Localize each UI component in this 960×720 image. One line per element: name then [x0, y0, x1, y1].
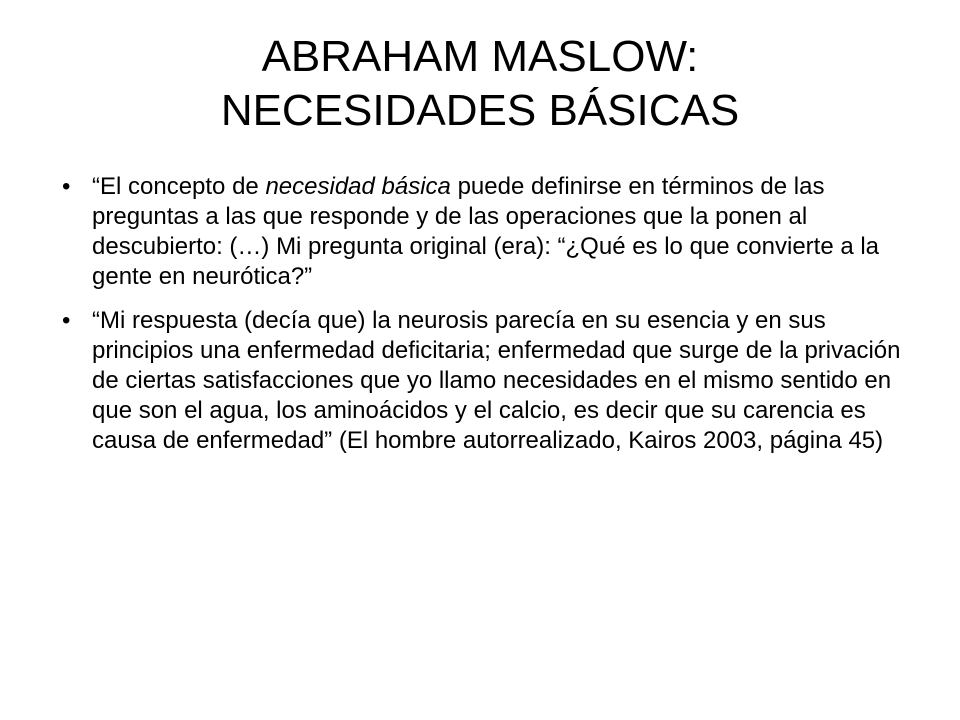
bullet-marker-icon: • [62, 307, 71, 334]
title-line-2: NECESIDADES BÁSICAS [220, 86, 740, 135]
bullet-item-2 [62, 306, 912, 456]
bullet-1-italic-term: necesidad básica [265, 173, 451, 200]
bullet-item-1 [62, 172, 912, 292]
bullet-list [62, 172, 912, 470]
bullet-text-1 [92, 172, 912, 292]
bullet-text-2: “Mi respuesta (decía que) la neurosis parecía en su esencia y en sus principios una enfermedad deficitaria; enfermedad que surge de la privación de ciertas satisfacciones que yo llamo necesidades en el mismo sentido en que son el agua, los aminoácidos y el calcio, es decir que su carencia es causa de enfermedad” (El hombre autorrealizado, Kairos 2003, página 45) [92, 307, 901, 454]
bullet-1-text-before: “El concepto de [92, 173, 266, 200]
slide-title [60, 30, 900, 138]
bullet-1-text-after: puede definirse en términos de las preguntas a las que responde y de las operaciones que la ponen al descubierto: (…) Mi pregunta original (era): “¿Qué es lo que convierte a la gente en neurótica?” [92, 173, 880, 290]
bullet-marker-icon: • [62, 173, 71, 200]
title-line-1: ABRAHAM MASLOW: [261, 32, 699, 81]
